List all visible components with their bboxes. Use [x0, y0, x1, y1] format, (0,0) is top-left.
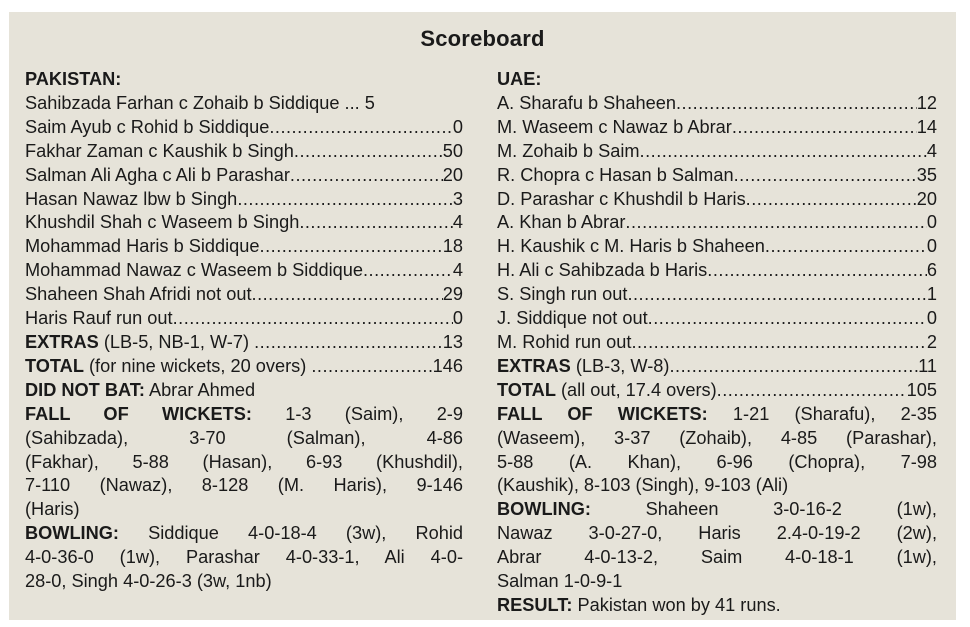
leader-dots: [299, 211, 453, 235]
bowling-text: Shaheen 3-0-16-2 (1w),: [590, 499, 937, 520]
leader-dots: [734, 164, 917, 188]
batting-row: [25, 140, 463, 164]
batter-score: 0: [452, 116, 463, 137]
scoreboard-card: [9, 12, 956, 620]
batter-score: 0: [926, 308, 937, 329]
batting-row: [497, 331, 937, 355]
batting-row: [25, 259, 463, 283]
fow-line: [25, 403, 463, 427]
extras-label: EXTRAS: [497, 355, 571, 376]
batter-score: 5: [364, 92, 375, 113]
batter-score: 4: [452, 260, 463, 281]
bowling-line: [497, 498, 937, 522]
pakistan-team-heading: PAKISTAN:: [25, 69, 122, 89]
bowling: [25, 522, 463, 594]
leader-dots: [363, 259, 453, 283]
batting-row: [25, 283, 463, 307]
pakistan-column: [25, 68, 463, 594]
bowling-line: Salman 1-0-9-1: [497, 571, 623, 592]
batter-score: 20: [442, 164, 463, 185]
batting-row: [497, 164, 937, 188]
extras-text: [497, 355, 669, 379]
leader-dots: [707, 259, 927, 283]
total-label: TOTAL: [497, 379, 556, 400]
fow-label: FALL OF WICKETS:: [25, 403, 252, 424]
extras-score: 13: [442, 331, 463, 352]
fow-line: 5-88 (A. Khan), 6-96 (Chopra), 7-98: [497, 451, 937, 472]
batting-row: [25, 92, 463, 116]
batting-row: [497, 116, 937, 140]
batter-name: Sahibzada Farhan c Zohaib b Siddique: [25, 92, 340, 113]
batter-name: J. Siddique not out: [497, 308, 648, 329]
batter-score: 50: [442, 140, 463, 161]
extras-text: [25, 331, 254, 355]
batter-score: 20: [916, 188, 937, 209]
uae-column: [497, 68, 937, 618]
extras-score: 11: [918, 355, 937, 376]
bowling-line: [25, 522, 463, 546]
total-row: [25, 355, 463, 379]
fow-line: (Sahibzada), 3-70 (Salman), 4-86: [25, 427, 463, 448]
batter-name: S. Singh run out: [497, 284, 628, 305]
leader-dots: [648, 307, 927, 331]
extras-detail: (LB-3, W-8): [570, 355, 670, 376]
leader-dots: [252, 283, 443, 307]
fow-line: (Fakhar), 5-88 (Hasan), 6-93 (Khushdil),: [25, 451, 463, 472]
batter-score: 6: [926, 260, 937, 281]
result-row: [497, 594, 937, 618]
fow-line: (Waseem), 3-37 (Zohaib), 4-85 (Parashar),: [497, 427, 937, 448]
batting-row: [25, 307, 463, 331]
batter-score: 18: [442, 236, 463, 257]
batting-row: [497, 92, 937, 116]
batting-row: [25, 164, 463, 188]
total-score: 146: [432, 355, 463, 376]
batting-row: [497, 283, 937, 307]
did-not-bat-value: Abrar Ahmed: [144, 379, 256, 400]
bowling-line: 4-0-36-0 (1w), Parashar 4-0-33-1, Ali 4-0-: [25, 547, 463, 568]
extras-row: [25, 331, 463, 355]
extras-row: [497, 355, 937, 379]
batter-score: 0: [926, 212, 937, 233]
batter-score: 2: [926, 331, 937, 352]
total-text: [25, 355, 311, 379]
batter-score: 4: [452, 212, 463, 233]
batter-score: 0: [452, 308, 463, 329]
bowling-label: BOWLING:: [25, 523, 119, 544]
did-not-bat-row: [25, 379, 463, 403]
bowling-line: Abrar 4-0-13-2, Saim 4-0-18-1 (1w),: [497, 547, 937, 568]
leader-dots: [173, 307, 453, 331]
leader-dots: [631, 331, 926, 355]
batter-name: A. Khan b Abrar: [497, 212, 626, 233]
batter-score: 3: [452, 188, 463, 209]
fow-line: [497, 403, 937, 427]
batting-row: [25, 188, 463, 212]
leader-dots: [237, 188, 453, 212]
batter-score: 12: [916, 92, 937, 113]
fow-line: 7-110 (Nawaz), 8-128 (M. Haris), 9-146: [25, 475, 463, 496]
leader-dots: [294, 140, 443, 164]
batter-name: Saim Ayub c Rohid b Siddique: [25, 116, 270, 137]
leader-dots: [625, 211, 926, 235]
bowling-text: Siddique 4-0-18-4 (3w), Rohid: [118, 523, 463, 544]
batter-score: 29: [442, 284, 463, 305]
leader-dots: [260, 235, 443, 259]
leader-dots: [746, 188, 917, 212]
scoreboard-title: Scoreboard: [420, 26, 545, 51]
total-label: TOTAL: [25, 355, 84, 376]
batter-name: H. Kaushik c M. Haris b Shaheen: [497, 236, 765, 257]
batter-name: Salman Ali Agha c Ali b Parashar: [25, 164, 290, 185]
batter-name: D. Parashar c Khushdil b Haris: [497, 188, 746, 209]
fall-of-wickets: [497, 403, 937, 499]
leader-dots: [669, 355, 918, 379]
batter-name: Haris Rauf run out: [25, 308, 173, 329]
batter-score: 1: [926, 284, 937, 305]
batting-row: [25, 116, 463, 140]
fow-label: FALL OF WICKETS:: [497, 403, 708, 424]
result-label: RESULT:: [497, 594, 573, 615]
did-not-bat-label: DID NOT BAT:: [25, 379, 145, 400]
batter-score: 14: [916, 116, 937, 137]
batter-name: Fakhar Zaman c Kaushik b Singh: [25, 140, 294, 161]
batting-row: [497, 140, 937, 164]
leader-dots: [290, 164, 443, 188]
fow-line: (Kaushik), 8-103 (Singh), 9-103 (Ali): [497, 475, 789, 496]
batter-name: M. Waseem c Nawaz b Abrar: [497, 116, 732, 137]
batter-score: 35: [916, 164, 937, 185]
batting-row: [497, 188, 937, 212]
batter-name: H. Ali c Sahibzada b Haris: [497, 260, 708, 281]
leader-dots: [254, 331, 443, 355]
leader-dots: [640, 140, 927, 164]
batter-name: Shaheen Shah Afridi not out: [25, 284, 252, 305]
total-detail: (for nine wickets, 20 overs): [83, 355, 312, 376]
leader-dots: [676, 92, 917, 116]
total-row: [497, 379, 937, 403]
batting-row: [497, 307, 937, 331]
leader-dots: [765, 235, 927, 259]
batter-score: 0: [926, 236, 937, 257]
extras-detail: (LB-5, NB-1, W-7): [98, 331, 255, 352]
total-text: [497, 379, 717, 403]
batting-row: [497, 235, 937, 259]
extras-label: EXTRAS: [25, 331, 99, 352]
bowling-line: Nawaz 3-0-27-0, Haris 2.4-0-19-2 (2w),: [497, 523, 937, 544]
fow-text: 1-3 (Saim), 2-9: [251, 403, 463, 424]
batter-name: R. Chopra c Hasan b Salman: [497, 164, 734, 185]
batter-separator: ...: [339, 92, 365, 113]
batter-name: Mohammad Nawaz c Waseem b Siddique: [25, 260, 363, 281]
batting-row: [25, 235, 463, 259]
fow-text: 1-21 (Sharafu), 2-35: [707, 403, 937, 424]
leader-dots: [717, 379, 907, 403]
uae-team-heading: UAE:: [497, 69, 542, 89]
total-detail: (all out, 17.4 overs): [555, 379, 717, 400]
batter-score: 4: [926, 140, 937, 161]
batting-row: [497, 211, 937, 235]
bowling-label: BOWLING:: [497, 499, 591, 520]
result-value: Pakistan won by 41 runs.: [572, 594, 781, 615]
leader-dots: [732, 116, 917, 140]
batter-name: Khushdil Shah c Waseem b Singh: [25, 212, 300, 233]
batter-name: M. Rohid run out: [497, 331, 632, 352]
bowling-line: 28-0, Singh 4-0-26-3 (3w, 1nb): [25, 571, 272, 592]
leader-dots: [269, 116, 453, 140]
batter-name: Hasan Nawaz lbw b Singh: [25, 188, 238, 209]
leader-dots: [311, 355, 432, 379]
batting-row: [25, 211, 463, 235]
batter-name: A. Sharafu b Shaheen: [497, 92, 676, 113]
fow-line: (Haris): [25, 499, 80, 520]
bowling: [497, 498, 937, 594]
leader-dots: [627, 283, 926, 307]
batting-row: [497, 259, 937, 283]
fall-of-wickets: [25, 403, 463, 523]
batter-name: Mohammad Haris b Siddique: [25, 236, 260, 257]
batter-name: M. Zohaib b Saim: [497, 140, 640, 161]
total-score: 105: [906, 379, 937, 400]
